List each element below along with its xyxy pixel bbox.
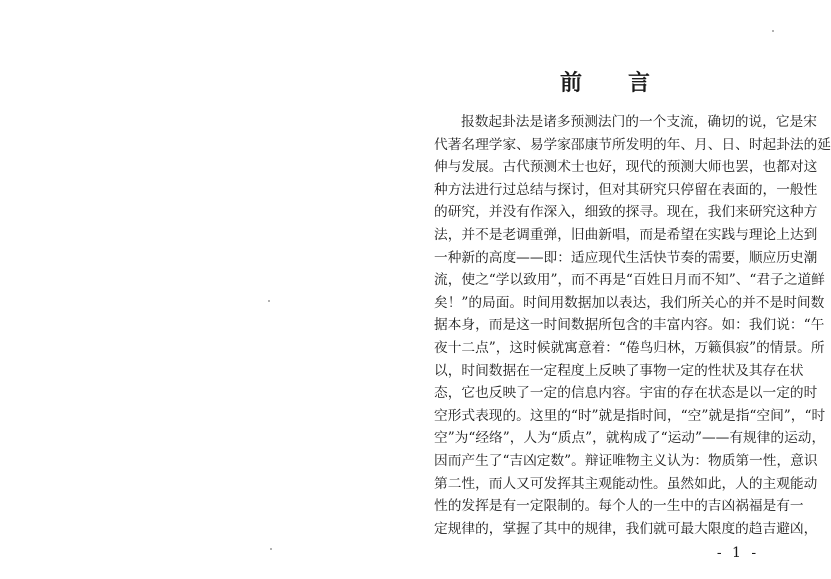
body-line: 因而产生了“吉凶定数”。辩证唯物主义认为：物质第一性，意识 [434,452,818,469]
page-number: - 1 - [716,545,760,561]
body-line: 以，时间数据在一定程度上反映了事物一定的性状及其存在状 [434,362,804,379]
body-line: 夜十二点”，这时候就寓意着：“倦鸟归林，万籁俱寂”的情景。所 [434,339,825,356]
preface-body [434,111,831,540]
body-line: 的研究，并没有作深入，细致的探寻。现在，我们来研究这种方 [434,204,818,221]
body-line: 第二性，而人又可发挥其主观能动性。虽然如此，人的主观能动 [434,475,818,492]
body-line: 报数起卦法是诸多预测法门的一个支流，确切的说，它是宋 [461,114,817,130]
body-line: 性的发挥是有一定限制的。每个人的一生中的吉凶祸福是有一 [434,498,804,515]
body-line: 一种新的高度——即：适应现代生活快节奏的需要，顺应历史潮 [434,249,818,266]
paper-speck [268,300,270,302]
body-line: 据本身，而是这一时间数据所包含的丰富内容。如：我们说：“午 [434,317,825,334]
paper-speck [772,30,774,32]
body-line: 矣！”的局面。时间用数据加以表达，我们所关心的并不是时间数 [434,294,825,311]
left-blank-page [0,0,400,579]
body-line: 种方法进行过总结与探讨，但对其研究只停留在表面的，一般性 [434,181,818,198]
title-char-2: 言 [627,70,650,96]
paper-speck [270,548,272,550]
body-line: 空形式表现的。这里的“时”就是指时间，“空”就是指“空间”，“时 [434,407,826,424]
body-line: 流，使之“学以致用”，而不再是“百姓日月而不知”、“君子之道鲜 [434,272,825,289]
body-line: 伸与发展。古代预测术士也好，现代的预测大师也罢，也都对这 [434,159,818,176]
body-line: 态，它也反映了一定的信息内容。宇宙的存在状态是以一定的时 [434,385,818,402]
body-line: 代著名理学家、易学家邵康节所发明的年、月、日、时起卦法的延 [434,136,831,153]
title-char-1: 前 [560,70,583,96]
page-title [560,66,650,96]
body-line: 空”为“经络”，人为“质点”，就构成了“运动”——有规律的运动， [434,430,826,447]
body-line: 法，并不是老调重弹，旧曲新唱，而是希望在实践与理论上达到 [434,226,818,243]
body-line: 定规律的，掌握了其中的规律，我们就可最大限度的趋吉避凶， [434,520,818,537]
